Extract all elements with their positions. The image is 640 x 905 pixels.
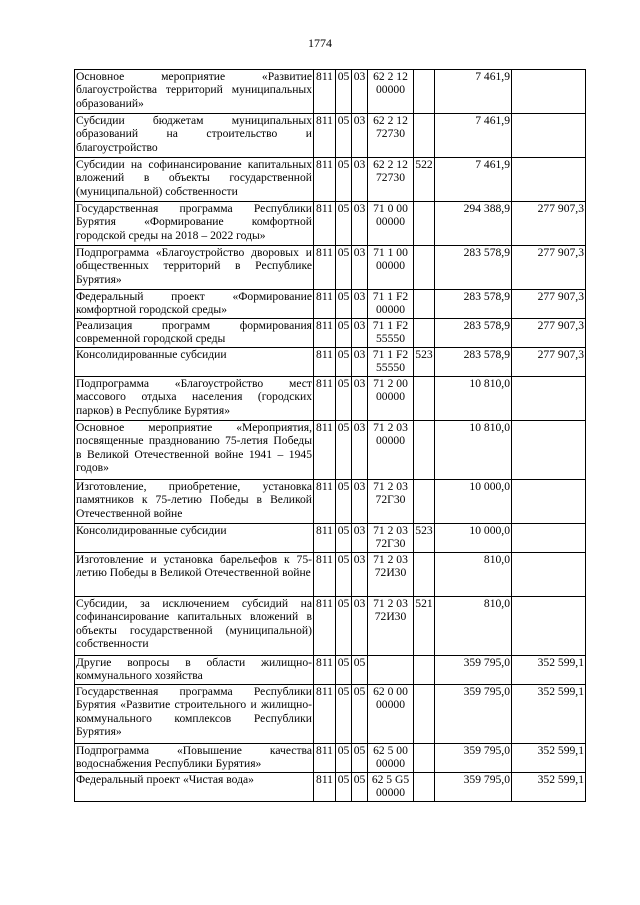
grbs-code-cell: 811 [314, 290, 336, 319]
expense-name-cell: Консолидированные субсидии [75, 524, 314, 553]
amount-year2-cell [512, 421, 586, 480]
subsection-code-cell: 05 [352, 685, 368, 744]
grbs-code-cell: 811 [314, 114, 336, 158]
grbs-code-cell: 811 [314, 524, 336, 553]
target-article-part2: 72Г30 [375, 493, 406, 507]
section-code-cell: 05 [336, 290, 352, 319]
target-article-part2: 72Г30 [375, 537, 406, 551]
grbs-code-cell: 811 [314, 773, 336, 802]
target-article-part1: 71 0 00 [373, 202, 408, 215]
target-article-cell [368, 290, 414, 319]
expense-type-cell: 522 [414, 158, 435, 202]
expense-type-cell [414, 656, 435, 685]
section-code-cell: 05 [336, 685, 352, 744]
table-row [75, 202, 586, 246]
section-code-cell: 05 [336, 553, 352, 597]
table-row [75, 656, 586, 685]
grbs-code-cell: 811 [314, 597, 336, 656]
subsection-code-cell: 03 [352, 377, 368, 421]
amount-year1-cell: 7 461,9 [435, 158, 512, 202]
expense-name-cell: Изготовление и установка барельефов к 75-летию Победы в Великой Отечественной войне [75, 553, 314, 597]
section-code-cell: 05 [336, 656, 352, 685]
amount-year2-cell [512, 524, 586, 553]
target-article-part1: 62 5 G5 [371, 773, 410, 786]
grbs-code-cell: 811 [314, 202, 336, 246]
target-article-part1: 62 2 12 [373, 114, 408, 127]
amount-year2-cell: 277 907,3 [512, 290, 586, 319]
target-article-part1: 71 2 00 [373, 377, 408, 390]
subsection-code-cell: 03 [352, 290, 368, 319]
grbs-code-cell: 811 [314, 553, 336, 597]
target-article-part2: 00000 [376, 259, 405, 273]
target-article-part2: 00000 [376, 303, 405, 317]
expense-type-cell [414, 319, 435, 348]
target-article-part1: 71 1 F2 [372, 348, 409, 361]
target-article-part1: 71 2 03 [373, 421, 408, 434]
amount-year1-cell: 359 795,0 [435, 685, 512, 744]
table-row [75, 773, 586, 802]
amount-year1-cell: 10 810,0 [435, 377, 512, 421]
target-article-part1: 71 2 03 [373, 524, 408, 537]
target-article-part2: 00000 [376, 786, 405, 800]
amount-year2-cell: 277 907,3 [512, 348, 586, 377]
expense-name-cell: Субсидии на софинансирование капитальных вложений в объекты государственной (муниципальной) собственности [75, 158, 314, 202]
amount-year2-cell: 277 907,3 [512, 319, 586, 348]
expense-type-cell [414, 114, 435, 158]
expense-name-cell: Изготовление, приобретение, установка памятников к 75-летию Победы в Великой Отечественной войне [75, 480, 314, 524]
subsection-code-cell: 03 [352, 480, 368, 524]
expense-type-cell [414, 202, 435, 246]
table-row [75, 524, 586, 553]
subsection-code-cell: 05 [352, 744, 368, 773]
expense-type-cell [414, 377, 435, 421]
amount-year2-cell: 352 599,1 [512, 744, 586, 773]
target-article-cell [368, 70, 414, 114]
expense-type-cell [414, 70, 435, 114]
page-number: 1774 [308, 36, 332, 50]
section-code-cell: 05 [336, 480, 352, 524]
target-article-part2: 00000 [376, 215, 405, 229]
grbs-code-cell: 811 [314, 377, 336, 421]
expense-type-cell: 523 [414, 348, 435, 377]
amount-year2-cell [512, 553, 586, 597]
grbs-code-cell: 811 [314, 480, 336, 524]
expense-name-cell: Подпрограмма «Повышение качества водоснабжения Республики Бурятия» [75, 744, 314, 773]
subsection-code-cell: 03 [352, 524, 368, 553]
subsection-code-cell: 03 [352, 553, 368, 597]
expense-name-cell: Подпрограмма «Благоустройство мест массового отдыха населения (городских парков) в Республике Бурятия» [75, 377, 314, 421]
grbs-code-cell: 811 [314, 685, 336, 744]
amount-year1-cell: 10 000,0 [435, 480, 512, 524]
section-code-cell: 05 [336, 524, 352, 553]
subsection-code-cell: 03 [352, 246, 368, 290]
target-article-part2: 00000 [376, 83, 405, 97]
subsection-code-cell: 03 [352, 70, 368, 114]
target-article-cell [368, 597, 414, 656]
amount-year2-cell: 352 599,1 [512, 773, 586, 802]
subsection-code-cell: 03 [352, 202, 368, 246]
section-code-cell: 05 [336, 773, 352, 802]
amount-year2-cell: 352 599,1 [512, 685, 586, 744]
expense-name-cell: Субсидии бюджетам муниципальных образований на строительство и благоустройство [75, 114, 314, 158]
target-article-cell [368, 421, 414, 480]
amount-year2-cell: 277 907,3 [512, 246, 586, 290]
target-article-part1: 71 2 03 [373, 597, 408, 610]
expense-type-cell [414, 480, 435, 524]
target-article-cell [368, 246, 414, 290]
target-article-cell [368, 553, 414, 597]
subsection-code-cell: 03 [352, 319, 368, 348]
subsection-code-cell: 03 [352, 348, 368, 377]
amount-year1-cell: 359 795,0 [435, 744, 512, 773]
expense-type-cell [414, 553, 435, 597]
amount-year1-cell: 10 810,0 [435, 421, 512, 480]
grbs-code-cell: 811 [314, 246, 336, 290]
expense-type-cell [414, 744, 435, 773]
table-row [75, 421, 586, 480]
amount-year2-cell: 277 907,3 [512, 202, 586, 246]
target-article-part1: 71 2 03 [373, 553, 408, 566]
amount-year1-cell: 810,0 [435, 597, 512, 656]
expense-name-cell: Государственная программа Республики Бурятия «Формирование комфортной городской среды на 2018 – 2022 годы» [75, 202, 314, 246]
amount-year2-cell: 352 599,1 [512, 656, 586, 685]
amount-year1-cell: 810,0 [435, 553, 512, 597]
subsection-code-cell: 03 [352, 421, 368, 480]
target-article-part1: 71 2 03 [373, 480, 408, 493]
target-article-part2: 00000 [376, 434, 405, 448]
expense-name-cell: Федеральный проект «Формирование комфортной городской среды» [75, 290, 314, 319]
table-row [75, 377, 586, 421]
section-code-cell: 05 [336, 421, 352, 480]
target-article-part1: 71 1 F2 [372, 290, 409, 303]
table-row [75, 597, 586, 656]
section-code-cell: 05 [336, 202, 352, 246]
target-article-cell [368, 744, 414, 773]
table-row [75, 553, 586, 597]
target-article-cell [368, 377, 414, 421]
grbs-code-cell: 811 [314, 70, 336, 114]
amount-year1-cell: 359 795,0 [435, 773, 512, 802]
subsection-code-cell: 03 [352, 597, 368, 656]
table-row [75, 744, 586, 773]
target-article-part2: 00000 [376, 757, 405, 771]
grbs-code-cell: 811 [314, 158, 336, 202]
grbs-code-cell: 811 [314, 421, 336, 480]
table-row [75, 319, 586, 348]
amount-year2-cell [512, 114, 586, 158]
target-article-part1: 62 2 12 [373, 70, 408, 83]
table-row [75, 290, 586, 319]
amount-year1-cell: 283 578,9 [435, 319, 512, 348]
target-article-cell [368, 202, 414, 246]
target-article-part2: 72И30 [374, 610, 407, 624]
target-article-part1: 62 5 00 [373, 744, 408, 757]
target-article-part1: 71 1 00 [373, 246, 408, 259]
expense-name-cell: Федеральный проект «Чистая вода» [75, 773, 314, 802]
section-code-cell: 05 [336, 158, 352, 202]
grbs-code-cell: 811 [314, 744, 336, 773]
target-article-cell [368, 114, 414, 158]
target-article-part1: 71 1 F2 [372, 319, 409, 332]
target-article-part2: 00000 [376, 390, 405, 404]
grbs-code-cell: 811 [314, 656, 336, 685]
section-code-cell: 05 [336, 70, 352, 114]
target-article-cell [368, 348, 414, 377]
amount-year1-cell: 7 461,9 [435, 114, 512, 158]
subsection-code-cell: 05 [352, 656, 368, 685]
expense-type-cell: 521 [414, 597, 435, 656]
expense-name-cell: Консолидированные субсидии [75, 348, 314, 377]
target-article-part2: 55550 [376, 332, 405, 346]
target-article-part2: 72И30 [374, 566, 407, 580]
section-code-cell: 05 [336, 744, 352, 773]
target-article-part1: 62 0 00 [373, 685, 408, 698]
amount-year2-cell [512, 480, 586, 524]
subsection-code-cell: 03 [352, 114, 368, 158]
expense-type-cell [414, 290, 435, 319]
amount-year1-cell: 283 578,9 [435, 246, 512, 290]
expense-name-cell: Основное мероприятие «Мероприятия, посвященные празднованию 75-летия Победы в Великой Отечественной войне 1941 – 1945 годов» [75, 421, 314, 480]
amount-year1-cell: 283 578,9 [435, 348, 512, 377]
expense-name-cell: Другие вопросы в области жилищно-коммунального хозяйства [75, 656, 314, 685]
target-article-cell [368, 480, 414, 524]
expense-type-cell [414, 246, 435, 290]
target-article-cell [368, 685, 414, 744]
grbs-code-cell: 811 [314, 348, 336, 377]
target-article-part2: 55550 [376, 361, 405, 375]
amount-year2-cell [512, 597, 586, 656]
target-article-cell [368, 656, 414, 685]
subsection-code-cell: 05 [352, 773, 368, 802]
expense-name-cell: Основное мероприятие «Развитие благоустройства территорий муниципальных образований» [75, 70, 314, 114]
budget-table [74, 69, 586, 802]
expense-name-cell: Государственная программа Республики Бурятия «Развитие строительного и жилищно-коммунального комплексов Республики Бурятия» [75, 685, 314, 744]
grbs-code-cell: 811 [314, 319, 336, 348]
amount-year1-cell: 359 795,0 [435, 656, 512, 685]
target-article-cell [368, 773, 414, 802]
table-row [75, 246, 586, 290]
target-article-part1: 62 2 12 [373, 158, 408, 171]
target-article-cell [368, 158, 414, 202]
expense-type-cell: 523 [414, 524, 435, 553]
section-code-cell: 05 [336, 114, 352, 158]
section-code-cell: 05 [336, 377, 352, 421]
target-article-cell [368, 319, 414, 348]
expense-name-cell: Подпрограмма «Благоустройство дворовых и общественных территорий в Республике Бурятия» [75, 246, 314, 290]
target-article-cell [368, 524, 414, 553]
section-code-cell: 05 [336, 319, 352, 348]
section-code-cell: 05 [336, 246, 352, 290]
target-article-part2: 72730 [376, 127, 405, 141]
amount-year1-cell: 283 578,9 [435, 290, 512, 319]
amount-year2-cell [512, 70, 586, 114]
section-code-cell: 05 [336, 597, 352, 656]
section-code-cell: 05 [336, 348, 352, 377]
amount-year2-cell [512, 377, 586, 421]
expense-type-cell [414, 773, 435, 802]
table-row [75, 480, 586, 524]
amount-year1-cell: 294 388,9 [435, 202, 512, 246]
target-article-part2: 72730 [376, 171, 405, 185]
amount-year1-cell: 7 461,9 [435, 70, 512, 114]
table-row [75, 685, 586, 744]
expense-name-cell: Субсидии, за исключением субсидий на софинансирование капитальных вложений в объекты государственной (муниципальной) собственности [75, 597, 314, 656]
table-row [75, 348, 586, 377]
subsection-code-cell: 03 [352, 158, 368, 202]
amount-year1-cell: 10 000,0 [435, 524, 512, 553]
table-row [75, 114, 586, 158]
target-article-part2: 00000 [376, 698, 405, 712]
expense-type-cell [414, 685, 435, 744]
table-row [75, 158, 586, 202]
expense-type-cell [414, 421, 435, 480]
table-row [75, 70, 586, 114]
expense-name-cell: Реализация программ формирования современной городской среды [75, 319, 314, 348]
amount-year2-cell [512, 158, 586, 202]
